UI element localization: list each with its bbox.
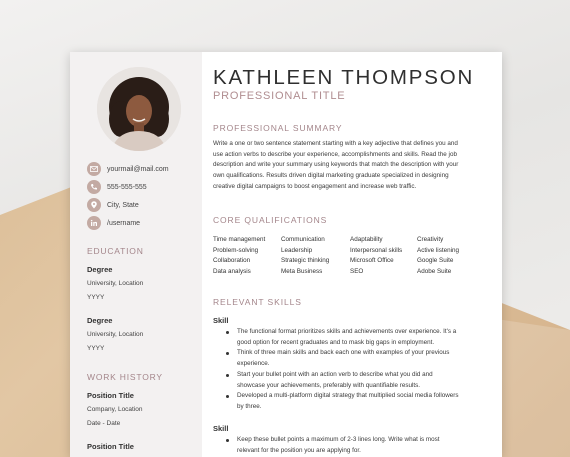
education-year-2: YYYY [87,345,105,352]
skill-bullets-1 [226,327,488,413]
work-company-1: Company, Location [87,406,143,413]
summary-line: own qualifications. Results driven digital marketing graduate specialized in designing [213,172,449,180]
skill-bullet [226,435,488,456]
qualification-item: Communication [281,236,325,243]
core-qualifications-heading: CORE QUALIFICATIONS [213,215,328,225]
resume-main [202,52,502,457]
skill-bullet [226,348,488,369]
contact-linkedin-text: /username [107,219,141,227]
qualification-item: SEO [350,268,364,276]
contact-location [87,196,199,214]
bullet-line: relevant for the position you are applying for. [237,446,361,454]
qualification-item: Leadership [281,246,313,254]
contact-list [87,160,199,232]
contact-email[interactable] [87,160,199,178]
linkedin-icon [87,216,101,230]
education-degree-2: Degree [87,316,113,325]
skill-bullets-2 [226,435,488,456]
summary-paragraph [213,139,483,193]
contact-phone[interactable] [87,178,199,196]
qualification-item: Adaptability [350,236,383,243]
bullet-line: experience. [237,360,270,368]
qualification-item: Creativity [417,236,444,243]
summary-line: use action verbs to describe your experience, accomplishments and skills. Read the job [213,150,457,158]
skill-bullet [226,370,488,391]
education-school-2: University, Location [87,331,144,338]
work-position-1: Position Title [87,391,134,400]
bullet-line: good option for recent graduates and to mask big gaps in employment. [237,338,435,346]
qualification-item: Microsoft Office [350,257,394,265]
bullet-line: Keep these bullet points a maximum of 2-3 lines long. Write what is most [237,436,440,443]
qualification-item: Data analysis [213,268,251,276]
resume-sidebar [70,52,202,457]
education-degree-1: Degree [87,265,113,274]
qualifications-column [281,235,329,278]
professional-title: PROFESSIONAL TITLE [213,90,346,102]
skill-bullet [226,327,488,348]
work-dates-1: Date - Date [87,420,121,427]
qualification-item: Problem-solving [213,246,259,254]
education-heading: EDUCATION [87,246,144,256]
skill-bullet [226,391,488,412]
qualification-item: Google Suite [417,257,454,265]
work-position-2: Position Title [87,442,134,451]
bullet-line: showcase your achievements, preferably with quantifiable results. [237,381,421,389]
contact-location-text: City, State [107,201,139,209]
qualifications-column [213,235,265,278]
email-icon [87,162,101,176]
qualification-item: Time management [213,236,266,243]
qualifications-column [417,235,459,278]
location-icon [87,198,101,212]
summary-line: Write a one or two sentence statement starting with a key adjective that defines you and [213,140,458,147]
contact-email-text: yourmail@mail.com [107,165,169,173]
qualification-item: Collaboration [213,257,251,265]
education-year-1: YYYY [87,294,105,301]
work-history-heading: WORK HISTORY [87,372,163,382]
contact-linkedin[interactable] [87,214,199,232]
candidate-name: KATHLEEN THOMPSON [213,66,475,89]
bullet-line: by three. [237,402,262,410]
qualification-item: Strategic thinking [281,257,330,265]
profile-photo-illustration [97,67,181,151]
contact-phone-text: 555-555-555 [107,183,147,191]
bullet-line: Developed a multi-platform digital strategy that multiplied social media followers [237,392,459,400]
qualification-item: Adobe Suite [417,268,452,276]
skill-title-2: Skill [213,424,229,433]
resume-sheet [70,52,502,457]
education-school-1: University, Location [87,280,144,287]
bullet-line: Start your bullet point with an action verb to describe what you did and [237,370,433,378]
qualification-item: Interpersonal skills [350,246,403,254]
summary-line: creative digital campaigns to boost engagement and increase web traffic. [213,182,417,190]
qualifications-column [350,235,402,278]
qualification-item: Active listening [417,246,459,254]
summary-heading: PROFESSIONAL SUMMARY [213,123,343,133]
profile-photo [97,67,181,151]
bullet-line: The functional format prioritizes skills and achievements over experience. It's a [237,328,457,335]
bullet-line: Think of three main skills and back each one with examples of your previous [237,349,450,357]
skill-title-1: Skill [213,316,229,325]
phone-icon [87,180,101,194]
qualification-item: Meta Business [281,268,323,276]
relevant-skills-heading: RELEVANT SKILLS [213,297,302,307]
summary-line: description and write your summary using keywords that match the description with your [213,161,459,169]
